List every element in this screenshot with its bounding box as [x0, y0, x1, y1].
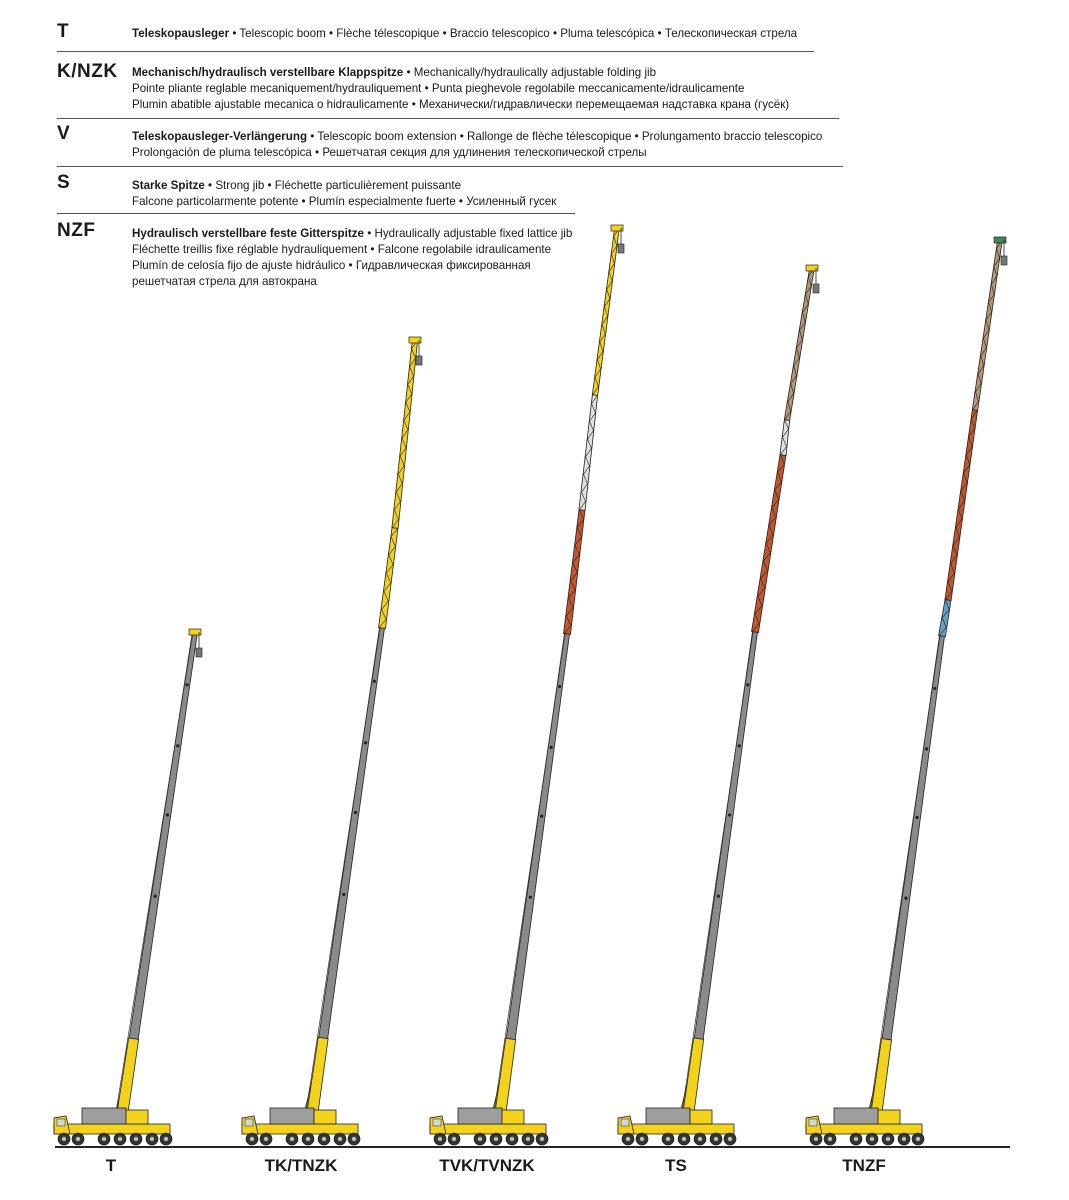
legend-term: Teleskopausleger: [132, 27, 230, 40]
legend-code: V: [57, 123, 71, 144]
guy-line: [494, 634, 565, 1112]
boom-joint: [717, 895, 720, 898]
boom-joint: [738, 744, 741, 747]
crane-carrier: [54, 1108, 172, 1145]
crane-tk-tnzk: [242, 337, 422, 1145]
boom-joint: [746, 683, 749, 686]
boom-joint: [728, 813, 731, 816]
legend-translations: Plumin abatible ajustable mecanica o hidraulicamente • Механически/гидравлически перемещаемая надставка крана (гусёк): [132, 98, 790, 111]
caption-tvk-tvnzk: TVK/TVNZK: [439, 1156, 535, 1175]
boom-joint: [176, 744, 179, 747]
crane-carrier: [806, 1108, 924, 1145]
boom-extension: [379, 528, 398, 629]
legend-term: Starke Spitze: [132, 179, 205, 192]
boom-joint: [185, 683, 188, 686]
boom-base-section: [117, 1038, 139, 1117]
boom-extension: [939, 600, 951, 637]
caption-tk-tnzk: TK/TNZK: [264, 1156, 338, 1175]
crane-carrier: [242, 1108, 360, 1145]
boom-extension: [784, 268, 814, 421]
boom-extension: [592, 228, 619, 396]
caption-tnzf: TNZF: [842, 1156, 886, 1175]
crane-carrier: [618, 1108, 736, 1145]
boom-extension: [752, 455, 786, 633]
boom-joint: [933, 687, 936, 690]
boom-joint: [558, 685, 561, 688]
legend-code: S: [57, 172, 71, 193]
legend-translations: • Telescopic boom • Flèche télescopique • Braccio telescopico • Pluma telescópica • Телескопическая стрела: [229, 27, 798, 40]
boom-extension: [392, 340, 418, 529]
crane-tnzf: [806, 237, 1007, 1145]
legend-code: T: [57, 21, 70, 42]
telescopic-boom: [506, 634, 569, 1040]
boom-joint: [915, 816, 918, 819]
legend-translations: • Telescopic boom extension • Rallonge de flèche télescopique • Prolungamento braccio telescopico: [307, 130, 823, 143]
telescopic-boom: [882, 636, 944, 1040]
crane-ts: [618, 265, 819, 1145]
telescopic-boom: [129, 632, 197, 1040]
crane-tvk-tvnzk: [430, 225, 624, 1145]
legend-translations: Falcone particolarmente potente • Plumín especialmente fuerte • Усиленный гусек: [132, 195, 557, 208]
legend-code: K/NZK: [57, 61, 118, 82]
legend-code: NZF: [57, 220, 96, 241]
guy-line: [116, 632, 193, 1112]
boom-joint: [354, 811, 357, 814]
boom-base-section: [871, 1039, 892, 1117]
telescopic-boom: [694, 632, 757, 1040]
caption-t: T: [105, 1156, 117, 1175]
boom-extension: [564, 510, 585, 635]
legend-translations: • Hydraulically adjustable fixed lattice jib: [363, 227, 573, 240]
caption-ts: TS: [665, 1156, 687, 1175]
legend-translations: Pointe pliante reglable mecaniquement/hydrauliquement • Punta pieghevole regolabile meccanicamente/idraulicamente: [132, 82, 745, 95]
legend-translations: Plumín de celosía fijo de ajuste hidráulico • Гидравлическая фиксированная: [132, 259, 531, 272]
boom-extension: [579, 395, 598, 511]
boom-joint: [373, 680, 376, 683]
boom-joint: [154, 895, 157, 898]
boom-extension: [972, 240, 1002, 411]
telescopic-boom: [319, 628, 385, 1039]
guy-line: [870, 636, 940, 1112]
boom-joint: [342, 893, 345, 896]
legend-term: Mechanisch/hydraulisch verstellbare Klappspitze: [132, 66, 404, 79]
crane-carrier: [430, 1108, 548, 1145]
guy-line: [682, 632, 753, 1112]
legend-term: Hydraulisch verstellbare feste Gitterspitze: [132, 227, 364, 240]
boom-joint: [166, 813, 169, 816]
legend-translations: • Mechanically/hydraulically adjustable folding jib: [403, 66, 657, 79]
boom-joint: [904, 896, 907, 899]
boom-extension: [780, 420, 790, 456]
boom-joint: [364, 741, 367, 744]
legend-translations: Fléchette treillis fixe réglable hydrauliquement • Falcone regolabile idraulicamente: [132, 243, 552, 256]
boom-joint: [925, 747, 928, 750]
boom-joint: [540, 815, 543, 818]
crane-t: [54, 629, 202, 1145]
legend-translations: Prolongación de pluma telescópica • Решетчатая секция для удлинения телескопической стрелы: [132, 146, 647, 159]
boom-joint: [529, 896, 532, 899]
boom-base-section: [683, 1038, 704, 1117]
boom-base-section: [495, 1038, 516, 1117]
legend-translations: решетчатая стрела для автокрана: [132, 275, 317, 288]
guy-line: [306, 628, 380, 1112]
boom-extension: [945, 410, 978, 601]
boom-base-section: [307, 1037, 329, 1117]
legend-translations: • Strong jib • Fléchette particulièrement puissante: [204, 179, 462, 192]
boom-joint: [550, 746, 553, 749]
legend-term: Teleskopausleger-Verlängerung: [132, 130, 308, 143]
